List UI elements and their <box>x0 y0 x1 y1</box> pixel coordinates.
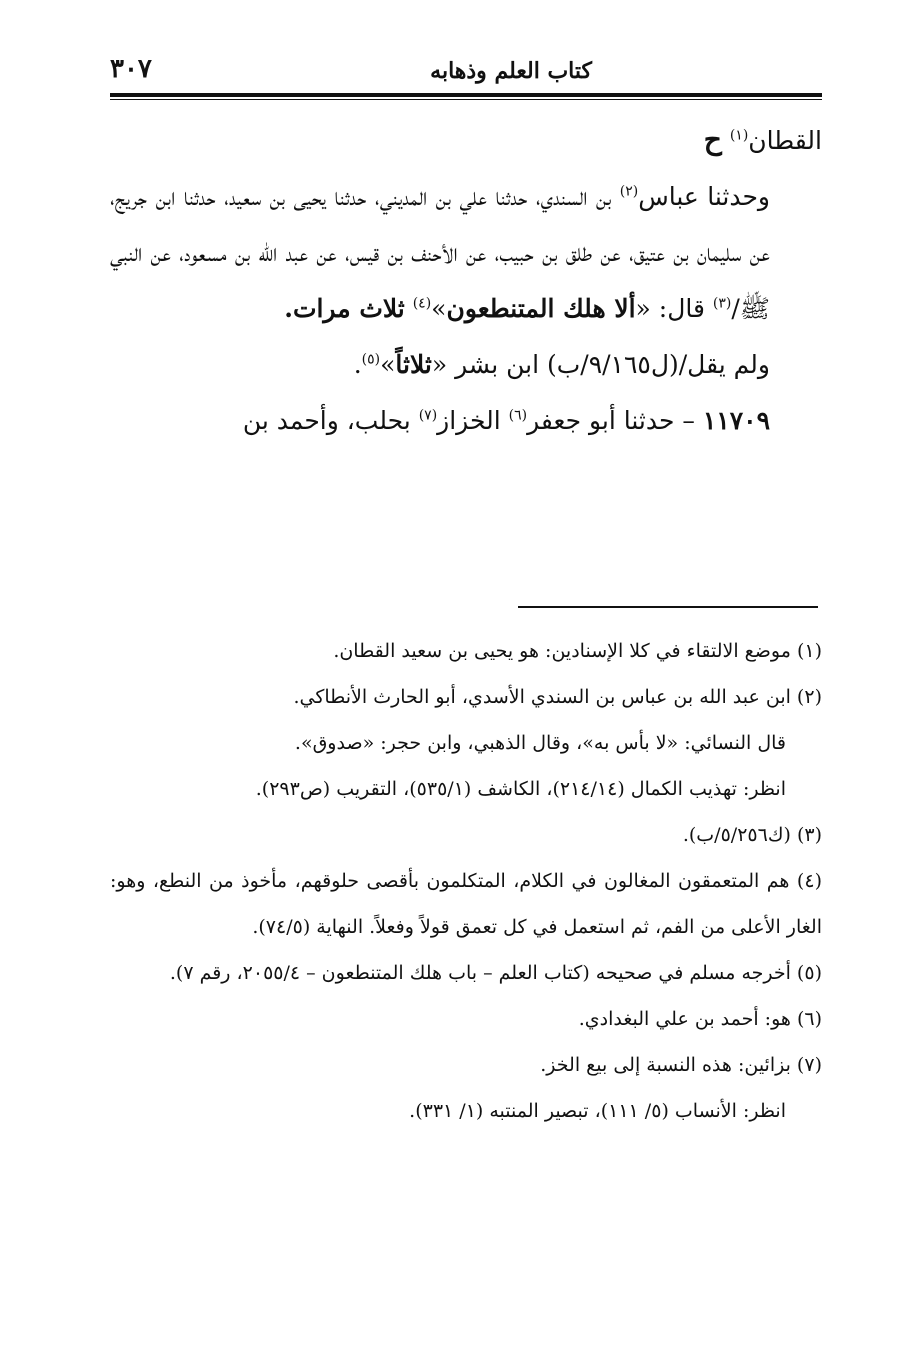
footnote-6: (٦) هو: أحمد بن علي البغدادي. <box>578 1008 822 1030</box>
main-text <box>110 112 822 449</box>
footnote-2: (٢) ابن عبد الله بن عباس بن السندي الأسدي، أبو الحارث الأنطاكي. <box>293 686 822 708</box>
footnote-ref: (١) <box>729 127 749 144</box>
tahwil-letter: ح <box>703 123 722 156</box>
note-paragraph: ولم يقل/(ل٩/١٦٥/ب) ابن بشر «ثلاثاً»$^{(٥)}$. <box>353 350 770 379</box>
footnotes <box>110 628 822 1134</box>
footnote-separator <box>518 606 818 608</box>
footnote-ref: (٣) <box>712 295 732 312</box>
line-qattan: القطان$^{(١)}$ ح <box>703 123 822 156</box>
footnote-ref: (٧) <box>418 407 438 424</box>
page-header <box>110 54 822 92</box>
page-number: ٣٠٧ <box>110 54 152 84</box>
footnote-ref: (٢) <box>619 183 639 200</box>
footnote-3: (٣) (ك٥/٢٥٦/ب). <box>682 824 822 846</box>
footnote-ref: (٦) <box>508 407 528 424</box>
hadith-number: ١١٧٠٩ <box>702 406 770 435</box>
footnote-7-refs: انظر: الأنساب (٥/ ١١١)، تبصير المنتبه (١/ ٣٣١). <box>409 1100 786 1122</box>
footnote-ref: (٤) <box>412 295 432 312</box>
footnote-1: (١) موضع الالتقاء في كلا الإسنادين: هو يحيى بن سعيد القطان. <box>333 640 822 662</box>
isnad-paragraph: وحدثنا عباس$^{(٢)}$ بن السندي، حدثنا علي بن المديني، حدثنا يحيى بن سعيد، حدثنا ابن جريج، عن سليمان بن عتيق، عن طلق بن حبيب، عن الأحنف بن قيس، عن عبد الله بن مسعود، عن النبي ﷺ/$^{(٣)}$ قال: «ألا هلك المتنطعون»$^{(٤)}$ ثلاث مرات. <box>110 182 770 323</box>
hadith-matn: ألا هلك المتنطعون <box>446 294 636 323</box>
footnote-7: (٧) بزائين: هذه النسبة إلى بيع الخز. <box>540 1054 822 1076</box>
footnote-5: (٥) أخرجه مسلم في صحيحه (كتاب العلم – باب هلك المتنطعون – ٢٠٥٥/٤، رقم ٧). <box>169 962 822 984</box>
footnote-2-cont: قال النسائي: «لا بأس به»، وقال الذهبي، وابن حجر: «صدوق». <box>294 732 786 754</box>
header-rule-thin <box>110 99 822 100</box>
footnote-ref: (٥) <box>361 351 381 368</box>
header-rule-thick <box>110 93 822 97</box>
footnote-2-refs: انظر: تهذيب الكمال (٢١٤/١٤)، الكاشف (٥٣٥/١)، التقريب (ص٢٩٣). <box>255 778 786 800</box>
hadith-start: ١١٧٠٩ – حدثنا أبو جعفر$^{(٦)}$ الخزاز$^{(٧)}$ بحلب، وأحمد بن <box>242 406 770 435</box>
footnote-4: (٤) هم المتعمقون المغالون في الكلام، المتكلمون بأقصى حلوقهم، مأخوذ من النطع، وهو: الغار الأعلى من الفم، ثم استعمل في كل تعمق قولاً وفعلاً. النهاية (٧٤/٥). <box>110 870 822 938</box>
running-title: كتاب العلم وذهابه <box>430 58 592 84</box>
